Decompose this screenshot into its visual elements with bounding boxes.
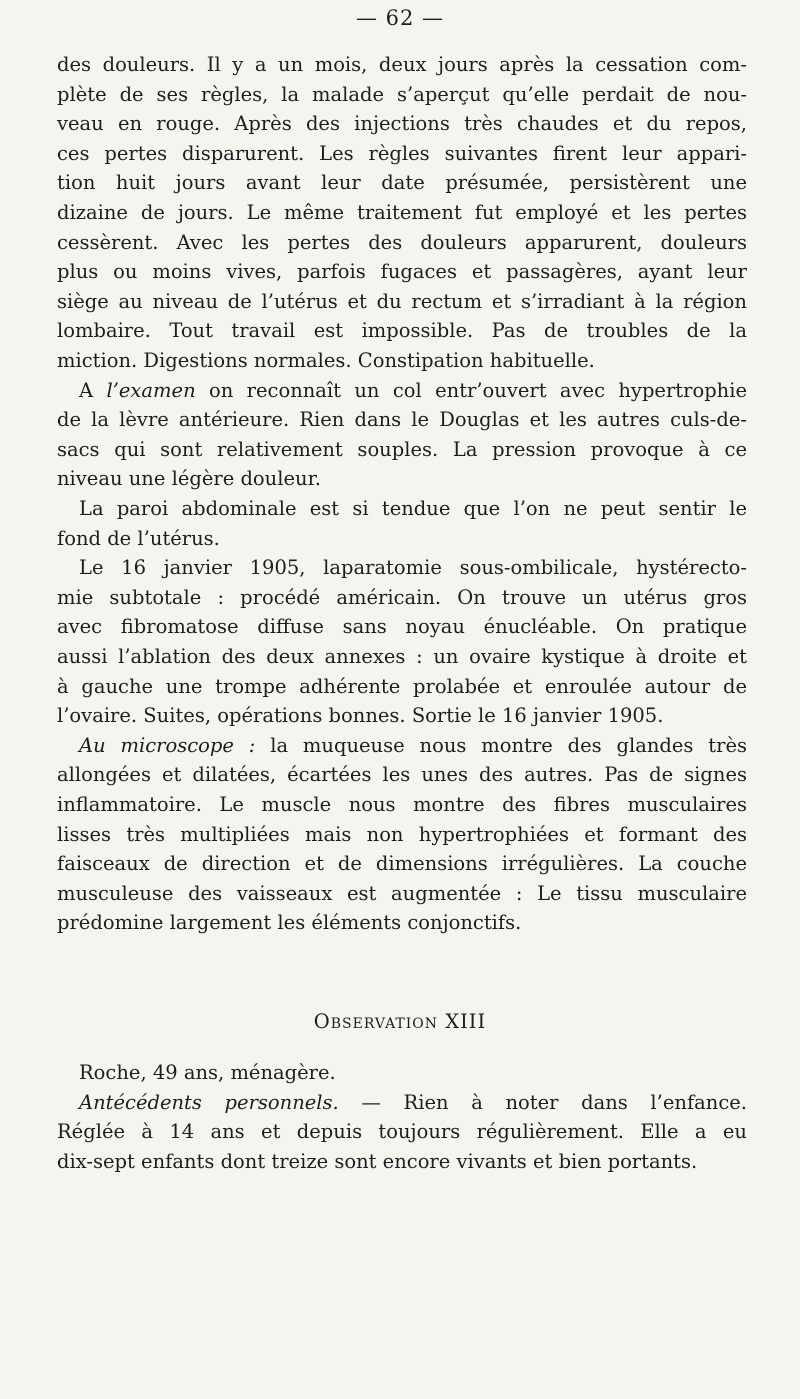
- observation-heading: Observation XIII: [313, 1010, 487, 1033]
- text-line: aussi l’ablation des deux annexes : un ovaire kystique à droite et: [57, 644, 747, 668]
- text-line: de la lèvre antérieure. Rien dans le Douglas et les autres culs-de-: [57, 408, 747, 432]
- observation-body: [57, 1058, 747, 1176]
- text-line: fond de l’utérus.: [57, 526, 220, 550]
- text-line: siège au niveau de l’utérus et du rectum et s’irradiant à la région: [57, 289, 747, 313]
- text-line: ces pertes disparurent. Les règles suivantes firent leur appari-: [57, 141, 747, 165]
- lead-rest: on reconnaît un col entr’ouvert avec hypertrophie: [195, 378, 748, 402]
- paragraph-microscope: [57, 731, 747, 938]
- text-line: La paroi abdominale est si tendue que l’on ne peut sentir le: [79, 497, 747, 520]
- text-line: miction. Digestions normales. Constipation habituelle.: [57, 348, 595, 372]
- text-line: faisceaux de direction et de dimensions irrégulières. La couche: [57, 852, 747, 876]
- patient-line: Roche, 49 ans, ménagère.: [79, 1061, 336, 1084]
- text-line: veau en rouge. Après des injections très chaudes et du repos,: [57, 112, 747, 136]
- text-line: mie subtotale : procédé américain. On trouve un utérus gros: [57, 585, 747, 609]
- text-line: prédomine largement les éléments conjonctifs.: [57, 911, 522, 935]
- text-line: dix-sept enfants dont treize sont encore vivants et bien portants.: [57, 1149, 698, 1173]
- text-line: dizaine de jours. Le même traitement fut employé et les pertes: [57, 200, 747, 224]
- paragraph-examen: [57, 376, 747, 494]
- text-line: musculeuse des vaisseaux est augmentée : Le tissu musculaire: [57, 881, 747, 905]
- italic-lead: Au microscope :: [79, 733, 256, 757]
- text-line: niveau une légère douleur.: [57, 467, 321, 491]
- text-line: l’ovaire. Suites, opérations bonnes. Sortie le 16 janvier 1905.: [57, 704, 664, 728]
- text-line: allongées et dilatées, écartées les unes des autres. Pas de signes: [57, 763, 747, 787]
- text-line: [57, 731, 747, 761]
- text-line: sacs qui sont relativement souples. La pression provoque à ce: [57, 437, 747, 461]
- text-line: [57, 376, 747, 406]
- paragraph-operation: [57, 553, 747, 731]
- text-line: Réglée à 14 ans et depuis toujours régulièrement. Elle a eu: [57, 1120, 747, 1144]
- italic-lead: l’examen: [106, 378, 196, 402]
- text-line: plète de ses règles, la malade s’aperçut qu’elle perdait de nou-: [57, 82, 747, 106]
- page-number: — 62 —: [355, 6, 445, 30]
- text-line: à gauche une trompe adhérente prolabée et enroulée autour de: [57, 674, 747, 698]
- text-line: lisses très multipliées mais non hypertrophiées et formant des: [57, 822, 747, 846]
- text-line: [57, 1088, 747, 1118]
- text-line: tion huit jours avant leur date présumée, persistèrent une: [57, 171, 747, 195]
- text-line: avec fibromatose diffuse sans noyau énucléable. On pratique: [57, 615, 747, 639]
- paragraph-history: [57, 50, 747, 376]
- lead-rest: la muqueuse nous montre des glandes très: [255, 733, 747, 757]
- antecedents-rest: — Rien à noter dans l’enfance.: [338, 1090, 748, 1114]
- text-line: Le 16 janvier 1905, laparatomie sous-ombilicale, hystérecto-: [79, 556, 747, 580]
- text-line: inflammatoire. Le muscle nous montre des fibres musculaires: [57, 792, 747, 816]
- text-line: des douleurs. Il y a un mois, deux jours après la cessation com-: [57, 53, 747, 76]
- text-line: lombaire. Tout travail est impossible. Pas de troubles de la: [57, 319, 747, 343]
- antecedents-label: Antécédents personnels.: [79, 1090, 339, 1114]
- text-line: plus ou moins vives, parfois fugaces et passagères, ayant leur: [57, 260, 747, 284]
- text-line: cessèrent. Avec les pertes des douleurs apparurent, douleurs: [57, 230, 747, 254]
- paragraph-paroi: [57, 494, 747, 553]
- lead-plain: A: [79, 378, 107, 402]
